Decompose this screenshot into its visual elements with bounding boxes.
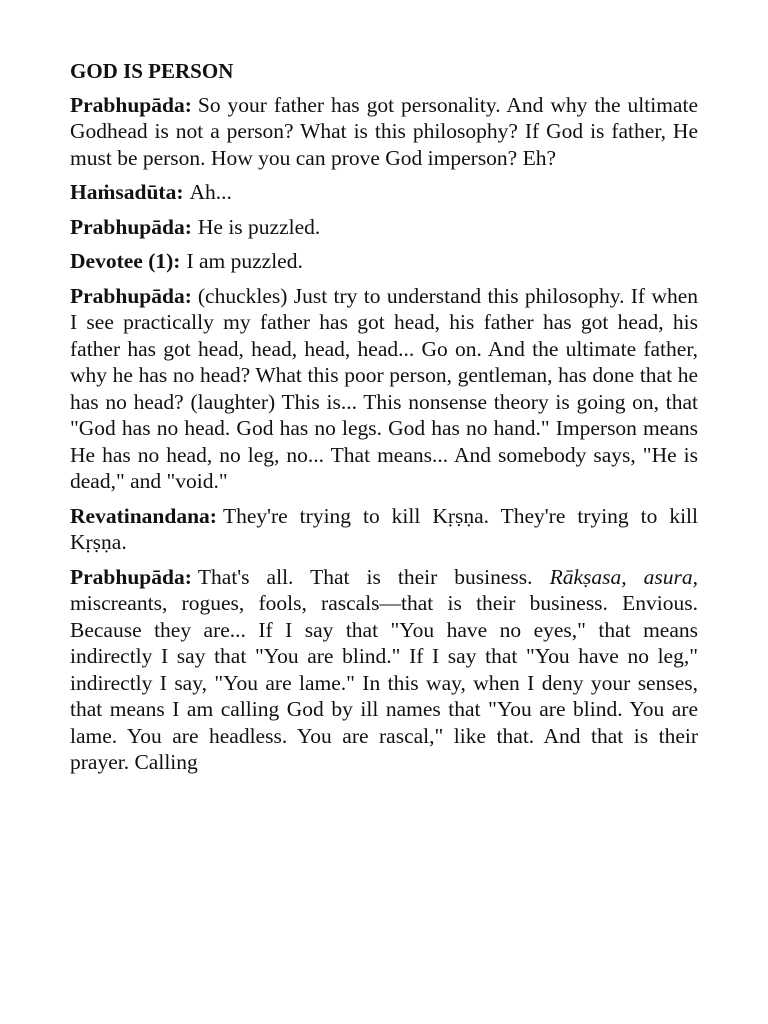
dialogue-entry <box>70 248 698 275</box>
dialogue-text: Ah... <box>189 180 232 204</box>
dialogue-entry <box>70 283 698 495</box>
speaker-name: Prabhupāda: <box>70 283 192 308</box>
speaker-name: Devotee (1): <box>70 249 181 273</box>
speaker-name: Haṁsadūta: <box>70 180 184 204</box>
speaker-name: Prabhupāda: <box>70 214 192 239</box>
dialogue-text: So your father has got personality. And why the ultimate Godhead is not a person? What is this philosophy? If God is father, He must be person. How you can prove God imperson? Eh? <box>70 92 698 170</box>
speaker-name: Prabhupāda: <box>70 564 192 589</box>
dialogue-text: (chuckles) Just try to understand this philosophy. If when I see practically my father has got head, his father has got head, his father has got head, head, head, head... Go on. And the ultimate father, why he has no head? What this poor person, gentleman, has done that he has no head? (laughter) This is... This nonsense theory is going on, that "God has no head. God has no legs. God has no hand." Imperson means He has no head, no leg, no... That means... And somebody says, "He is dead," and "void." <box>70 283 698 493</box>
dialogue-entry <box>70 564 698 776</box>
dialogue-text: That's all. That is their business. <box>197 564 533 589</box>
dialogue-text: miscreants, rogues, fools, rascals—that is their business. Envious. Because they are... If I say that "You have no eyes," that means indirectly I say that "You are blind." If I say that "You have no leg," indirectly I say, "You are lame." In this way, when I deny your senses, that means I am calling God by ill names that "You are blind. You are lame. You are headless. You are rascal," like that. And that is their prayer. Calling <box>70 591 698 774</box>
dialogue-entry <box>70 179 698 206</box>
dialogue-entry <box>70 503 698 556</box>
dialogue-text: They're trying to kill Kṛṣṇa. They're trying to kill Kṛṣṇa. <box>70 503 698 554</box>
dialogue-entry <box>70 214 698 241</box>
document-page <box>70 58 698 784</box>
speaker-name: Prabhupāda: <box>70 92 192 117</box>
dialogue-text: I am puzzled. <box>186 249 303 273</box>
speaker-name: Revatinandana: <box>70 503 217 528</box>
section-title: GOD IS PERSON <box>70 59 234 83</box>
italic-term: Rākṣasa, asura, <box>549 564 699 589</box>
dialogue-entry <box>70 92 698 172</box>
dialogue-text: He is puzzled. <box>197 214 321 239</box>
